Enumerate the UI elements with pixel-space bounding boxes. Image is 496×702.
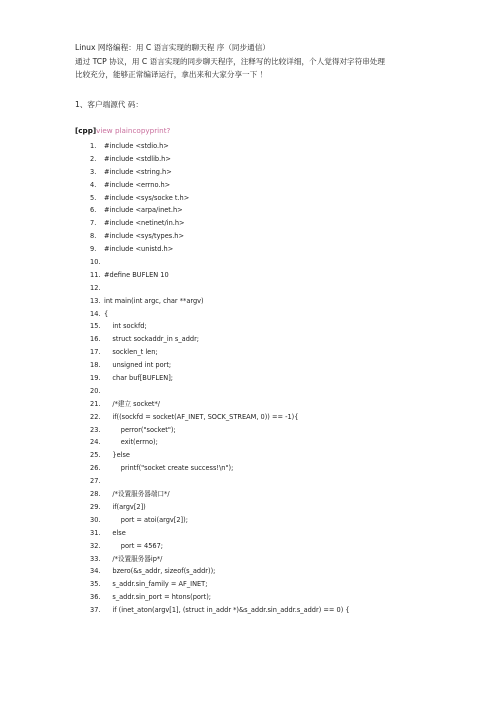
intro-line: 通过 TCP 协议，用 C 语言实现的同步聊天程序，注释写的比较详细，个人觉得对字符串处理 (75, 57, 385, 66)
code-text: perror("socket"); (104, 425, 176, 434)
code-text: char buf[BUFLEN]; (104, 374, 174, 383)
code-text: #include <unistd.h> (104, 245, 174, 254)
code-line: 5. #include <sys/socke t.h> (75, 192, 475, 205)
code-text: /*建立 socket*/ (104, 399, 161, 408)
code-line: 11. #define BUFLEN 10 (75, 269, 475, 282)
intro-paragraph (75, 55, 475, 81)
code-text: if (inet_aton(argv[1], (struct in_addr *)&s_addr.sin_addr.s_addr) == 0) { (104, 606, 350, 615)
code-text: #include <netinet/in.h> (104, 219, 185, 228)
code-text: struct sockaddr_in s_addr; (104, 335, 200, 344)
code-line: 28. /*设置服务器端口*/ (75, 488, 475, 501)
code-line: 19. char buf[BUFLEN]; (75, 372, 475, 385)
code-text: #include <stdio.h> (104, 142, 169, 150)
code-text: int main(int argc, char **argv) (104, 296, 204, 305)
code-line: 25. }else (75, 449, 475, 462)
code-line: 37. if (inet_aton(argv[1], (struct in_addr *)&s_addr.sin_addr.s_addr) == 0) { (75, 604, 475, 617)
code-text: if(argv[2]) (104, 502, 146, 511)
code-text: s_addr.sin_port = htons(port); (104, 593, 211, 602)
code-text: /*设置服务器端口*/ (104, 490, 170, 499)
code-text: { (104, 309, 109, 318)
code-line: 4. #include <errno.h> (75, 179, 475, 192)
code-text: socklen_t len; (104, 348, 158, 357)
code-text: port = atoi(argv[2]); (104, 515, 188, 524)
code-listing (75, 140, 475, 617)
code-line: 31. else (75, 527, 475, 540)
code-line: 3. #include <string.h> (75, 166, 475, 179)
code-line: 29. if(argv[2]) (75, 501, 475, 514)
code-text: unsigned int port; (104, 361, 172, 370)
code-text: #define BUFLEN 10 (104, 270, 169, 279)
code-text: /*设置服务器ip*/ (104, 554, 163, 563)
code-line: 24. exit(errno); (75, 436, 475, 449)
code-text: #include <stdlib.h> (104, 154, 171, 163)
code-line: 6. #include <arpa/inet.h> (75, 204, 475, 217)
intro-line: 比较充分，能够正常编译运行，拿出来和大家分享一下 ！ (75, 70, 268, 79)
code-line: 32. port = 4567; (75, 540, 475, 553)
code-toolbar-links[interactable]: view plaincopyprint? (96, 126, 171, 135)
code-text: #include <string.h> (104, 167, 172, 176)
code-line: 36. s_addr.sin_port = htons(port); (75, 591, 475, 604)
code-line: 23. perror("socket"); (75, 424, 475, 437)
code-line: 16. struct sockaddr_in s_addr; (75, 333, 475, 346)
code-text: if((sockfd = socket(AF_INET, SOCK_STREAM, 0)) == -1){ (104, 412, 299, 421)
code-line: 33. /*设置服务器ip*/ (75, 553, 475, 566)
code-text: port = 4567; (104, 541, 164, 550)
code-line: 2. #include <stdlib.h> (75, 153, 475, 166)
code-text: #include <sys/types.h> (104, 232, 184, 241)
code-line: 26. printf("socket create success!\n"); (75, 462, 475, 475)
code-line: 12. (90, 283, 101, 292)
code-text: s_addr.sin_family = AF_INET; (104, 580, 208, 589)
code-text: #include <errno.h> (104, 180, 171, 189)
code-line: 15. int sockfd; (75, 320, 475, 333)
document-page (75, 42, 475, 617)
section-heading: 1、客户端源代 码： (75, 100, 143, 109)
code-line: 7. #include <netinet/in.h> (75, 217, 475, 230)
code-text: exit(errno); (104, 438, 158, 447)
code-text: else (104, 528, 126, 537)
code-line: 13. int main(int argc, char **argv) (75, 295, 475, 308)
page-title: Linux 网络编程：用 C 语言实现的聊天程 序（同步通信） (75, 43, 270, 52)
code-line: 9. #include <unistd.h> (75, 243, 475, 256)
code-text: bzero(&s_addr, sizeof(s_addr)); (104, 567, 216, 576)
code-text: #include <sys/socke t.h> (104, 193, 190, 202)
code-language-label: [cpp] (75, 126, 97, 135)
code-line: 10. (90, 258, 101, 267)
code-line: 27. (90, 477, 101, 486)
code-line: 8. #include <sys/types.h> (75, 230, 475, 243)
code-line: 30. port = atoi(argv[2]); (75, 514, 475, 527)
code-line: 17. socklen_t len; (75, 346, 475, 359)
code-line: 1. #include <stdio.h> (75, 140, 475, 153)
code-text: }else (104, 451, 130, 460)
code-line: 35. s_addr.sin_family = AF_INET; (75, 578, 475, 591)
code-toolbar (75, 125, 475, 137)
code-line: 18. unsigned int port; (75, 359, 475, 372)
code-line: 22. if((sockfd = socket(AF_INET, SOCK_STREAM, 0)) == -1){ (75, 411, 475, 424)
code-line: 14. { (75, 308, 475, 321)
code-text: int sockfd; (104, 322, 147, 331)
code-text: printf("socket create success!\n"); (104, 464, 234, 473)
code-line: 34. bzero(&s_addr, sizeof(s_addr)); (75, 565, 475, 578)
code-line: 20. (90, 386, 101, 395)
code-line: 21. /*建立 socket*/ (75, 398, 475, 411)
code-text: #include <arpa/inet.h> (104, 206, 183, 215)
